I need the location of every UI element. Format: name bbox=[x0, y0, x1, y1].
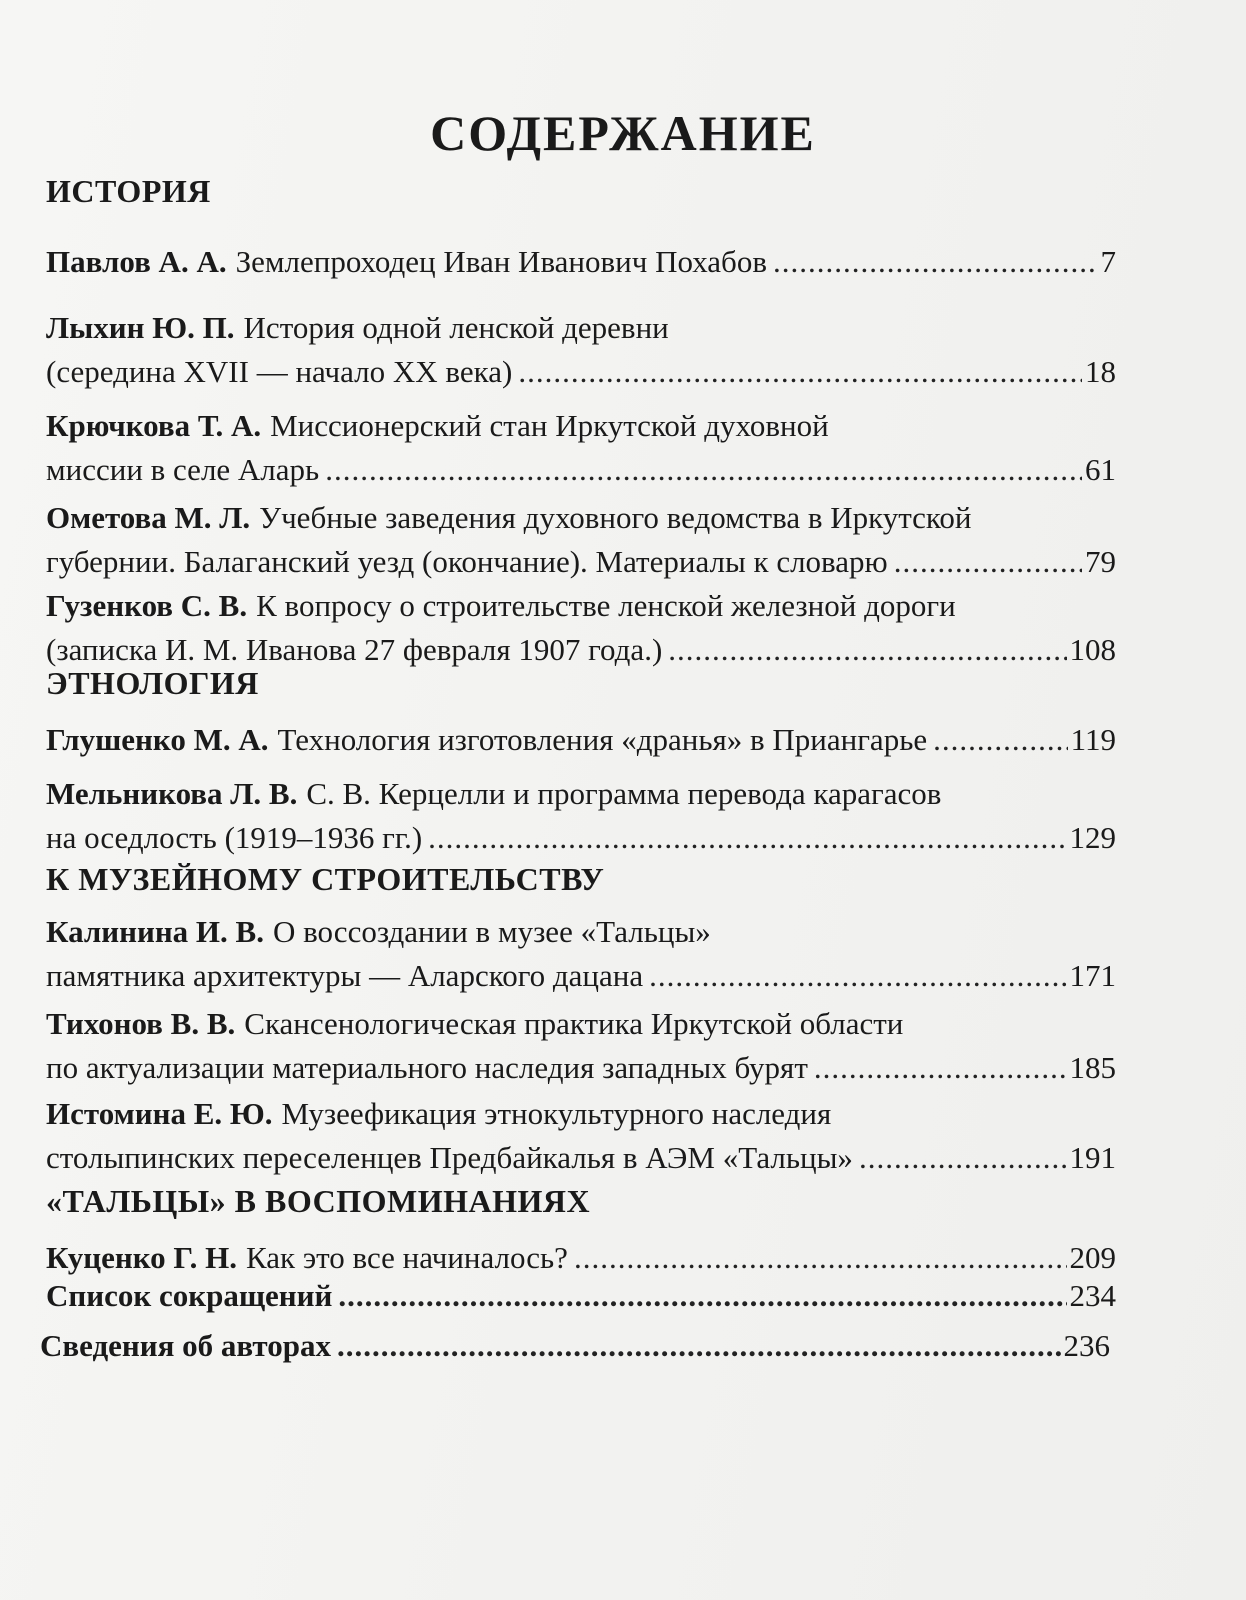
dot-leader bbox=[859, 1136, 1067, 1180]
entry-title: Музеефикация этнокультурного наследия bbox=[281, 1096, 832, 1131]
entry-title-continued: губернии. Балаганский уезд (окончание). Материалы к словарю bbox=[46, 544, 888, 579]
entry-title: С. В. Керцелли и программа перевода карагасов bbox=[306, 776, 942, 811]
entry-author: Куценко Г. Н. bbox=[46, 1240, 237, 1275]
dot-leader bbox=[894, 540, 1082, 584]
entry-page-number: 79 bbox=[1085, 544, 1116, 579]
entry-page-number: 236 bbox=[1063, 1328, 1110, 1363]
dot-leader bbox=[814, 1046, 1067, 1090]
entry-author: Калинина И. В. bbox=[46, 914, 264, 949]
entry-author: Ометова М. Л. bbox=[46, 500, 251, 535]
section-heading-history: ИСТОРИЯ bbox=[46, 173, 211, 209]
entry-title: Технология изготовления «дранья» в Приангарье bbox=[277, 722, 928, 757]
toc-entry[interactable] bbox=[46, 772, 1116, 860]
entry-author: Гузенков С. В. bbox=[46, 588, 248, 623]
toc-entry[interactable] bbox=[46, 496, 1116, 584]
dot-leader bbox=[518, 350, 1082, 394]
entry-author: Крючкова Т. А. bbox=[46, 408, 262, 443]
entry-title: Миссионерский стан Иркутской духовной bbox=[270, 408, 829, 443]
entry-title: Как это все начиналось? bbox=[245, 1240, 568, 1275]
toc-entry[interactable] bbox=[46, 404, 1116, 492]
dot-leader bbox=[773, 240, 1098, 284]
entry-title-continued: (записка И. М. Иванова 27 февраля 1907 года.) bbox=[46, 632, 663, 667]
entry-title-continued: на оседлость (1919–1936 гг.) bbox=[46, 820, 423, 855]
dot-leader bbox=[668, 628, 1066, 672]
entry-page-number: 191 bbox=[1069, 1140, 1116, 1175]
toc-entry[interactable] bbox=[46, 306, 1116, 394]
entry-title-continued: миссии в селе Аларь bbox=[46, 452, 320, 487]
entry-title-continued: по актуализации материального наследия западных бурят bbox=[46, 1050, 808, 1085]
entry-author: Глушенко М. А. bbox=[46, 722, 269, 757]
toc-entry[interactable] bbox=[46, 240, 1116, 284]
entry-page-number: 7 bbox=[1100, 244, 1116, 279]
entry-page-number: 185 bbox=[1069, 1050, 1116, 1085]
entry-page-number: 234 bbox=[1069, 1278, 1116, 1313]
entry-title: Учебные заведения духовного ведомства в Иркутской bbox=[259, 500, 972, 535]
entry-title: История одной ленской деревни bbox=[243, 310, 669, 345]
dot-leader bbox=[649, 954, 1066, 998]
entry-page-number: 18 bbox=[1085, 354, 1116, 389]
entry-page-number: 61 bbox=[1085, 452, 1116, 487]
toc-entry[interactable] bbox=[46, 718, 1116, 762]
toc-entry-abbreviations[interactable] bbox=[46, 1274, 1116, 1318]
entry-author: Тихонов В. В. bbox=[46, 1006, 236, 1041]
backmatter-label: Сведения об авторах bbox=[40, 1328, 331, 1363]
page-title: СОДЕРЖАНИЕ bbox=[430, 105, 816, 161]
entry-author: Мельникова Л. В. bbox=[46, 776, 298, 811]
entry-title-continued: столыпинских переселенцев Предбайкалья в АЭМ «Тальцы» bbox=[46, 1140, 853, 1175]
section-heading-ethnology: ЭТНОЛОГИЯ bbox=[46, 665, 259, 701]
entry-title-continued: (середина XVII — начало XX века) bbox=[46, 354, 513, 389]
entry-page-number: 108 bbox=[1069, 632, 1116, 667]
backmatter-label: Список сокращений bbox=[46, 1278, 333, 1313]
section-heading-museum-building: К МУЗЕЙНОМУ СТРОИТЕЛЬСТВУ bbox=[46, 861, 605, 897]
dot-leader bbox=[337, 1324, 1061, 1368]
dot-leader bbox=[338, 1274, 1066, 1318]
entry-page-number: 209 bbox=[1069, 1240, 1116, 1275]
entry-title: О воссоздании в музее «Тальцы» bbox=[272, 914, 711, 949]
toc-entry[interactable] bbox=[46, 1002, 1116, 1090]
entry-title: Землепроходец Иван Иванович Похабов bbox=[235, 244, 767, 279]
toc-entry[interactable] bbox=[46, 1092, 1116, 1180]
section-heading-memoirs: «ТАЛЬЦЫ» В ВОСПОМИНАНИЯХ bbox=[46, 1183, 591, 1219]
dot-leader bbox=[428, 816, 1066, 860]
entry-page-number: 171 bbox=[1069, 958, 1116, 993]
entry-title: К вопросу о строительстве ленской железной дороги bbox=[256, 588, 956, 623]
toc-entry[interactable] bbox=[46, 584, 1116, 672]
table-of-contents bbox=[40, 0, 1126, 1600]
dot-leader bbox=[325, 448, 1082, 492]
toc-entry[interactable] bbox=[46, 910, 1116, 998]
dot-leader bbox=[933, 718, 1068, 762]
entry-author: Лыхин Ю. П. bbox=[46, 310, 235, 345]
entry-author: Павлов А. А. bbox=[46, 244, 227, 279]
entry-author: Истомина Е. Ю. bbox=[46, 1096, 273, 1131]
entry-title: Скансенологическая практика Иркутской области bbox=[244, 1006, 904, 1041]
entry-title-continued: памятника архитектуры — Аларского дацана bbox=[46, 958, 644, 993]
entry-page-number: 129 bbox=[1069, 820, 1116, 855]
toc-entry-about-authors[interactable] bbox=[40, 1324, 1110, 1368]
entry-page-number: 119 bbox=[1070, 722, 1116, 757]
